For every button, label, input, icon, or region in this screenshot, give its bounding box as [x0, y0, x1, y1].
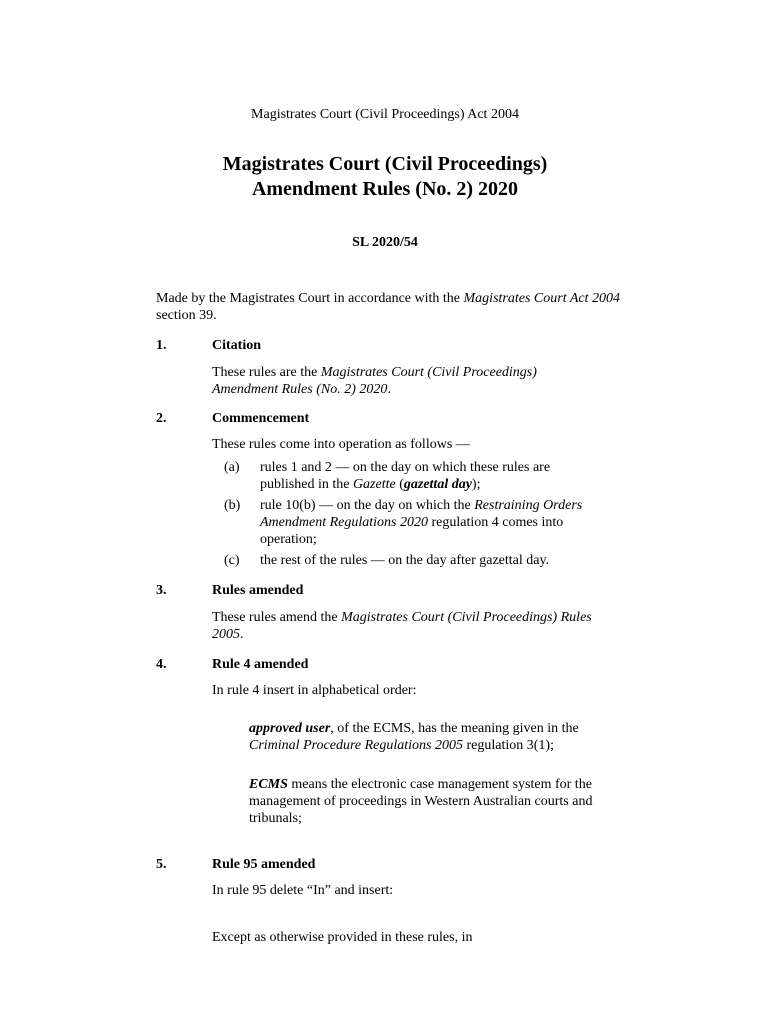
item-a-text: [260, 459, 600, 493]
section-5-heading: Rule 95 amended: [212, 857, 316, 872]
s1-text: These rules are the: [212, 365, 321, 380]
b-text: rule 10(b) — on the day on which the: [260, 498, 475, 513]
definition-approved-user: [249, 720, 599, 754]
b-regulations: Restraining Orders Amendment Regulations 2020: [260, 498, 583, 530]
title-line-2: Amendment Rules (No. 2) 2020: [251, 178, 519, 200]
def-term-ecms: ECMS: [249, 777, 288, 792]
item-a-label: (a): [224, 460, 240, 475]
item-b-label: (b): [224, 498, 241, 513]
section-2-number: 2.: [156, 411, 167, 426]
document-title: [0, 152, 770, 202]
preamble: [156, 290, 626, 324]
a-paren: (: [395, 477, 404, 492]
preamble-act: Magistrates Court Act 2004: [463, 291, 620, 306]
a-tail: );: [471, 477, 481, 492]
section-4-number: 4.: [156, 657, 167, 672]
section-5-intro: In rule 95 delete “In” and insert:: [212, 883, 394, 898]
section-4-heading: Rule 4 amended: [212, 657, 309, 672]
section-4-intro: In rule 4 insert in alphabetical order:: [212, 683, 417, 698]
a-text: rules 1 and 2 — on the day on which these rules are published in the: [260, 460, 551, 492]
section-2-intro: These rules come into operation as follows —: [212, 437, 470, 452]
def-term-approved-user: approved user: [249, 721, 331, 736]
s3-text: These rules amend the: [212, 610, 342, 625]
section-5-insert: Except as otherwise provided in these rules, in: [212, 930, 473, 945]
section-3-heading: Rules amended: [212, 583, 304, 598]
preamble-text: Made by the Magistrates Court in accordance with the: [156, 291, 464, 306]
s1-rules-title: Magistrates Court (Civil Proceedings) Amendment Rules (No. 2) 2020: [212, 365, 537, 397]
s3-tail: .: [240, 627, 244, 642]
preamble-tail: section 39.: [156, 308, 217, 323]
a-gazette: Gazette: [352, 477, 396, 492]
section-1-body: [212, 364, 592, 398]
section-2-heading: Commencement: [212, 411, 310, 426]
def1-text: , of the ECMS, has the meaning given in the: [330, 721, 579, 736]
b-tail: regulation 4 comes into operation;: [260, 515, 564, 547]
section-3-number: 3.: [156, 583, 167, 598]
s1-tail: .: [387, 382, 391, 397]
definition-ecms: [249, 776, 594, 827]
s3-rules-title: Magistrates Court (Civil Proceedings) Rules 2005: [212, 610, 592, 642]
item-c-text: the rest of the rules — on the day after gazettal day.: [260, 553, 550, 568]
a-defined-term: gazettal day: [403, 477, 472, 492]
def1-tail: regulation 3(1);: [463, 738, 554, 753]
def1-regulations: Criminal Procedure Regulations 2005: [249, 738, 463, 753]
section-3-body: [212, 609, 602, 643]
act-name: Magistrates Court (Civil Proceedings) Act 2004: [251, 107, 519, 122]
section-1-number: 1.: [156, 338, 167, 353]
def2-text: means the electronic case management system for the management of proceedings in Western Australian courts and tribunals;: [249, 777, 593, 826]
sl-number: SL 2020/54: [352, 235, 418, 250]
section-1-heading: Citation: [212, 338, 261, 353]
item-c-label: (c): [224, 553, 240, 568]
title-line-1: Magistrates Court (Civil Proceedings): [222, 153, 548, 175]
section-5-number: 5.: [156, 857, 167, 872]
item-b-text: [260, 497, 600, 548]
